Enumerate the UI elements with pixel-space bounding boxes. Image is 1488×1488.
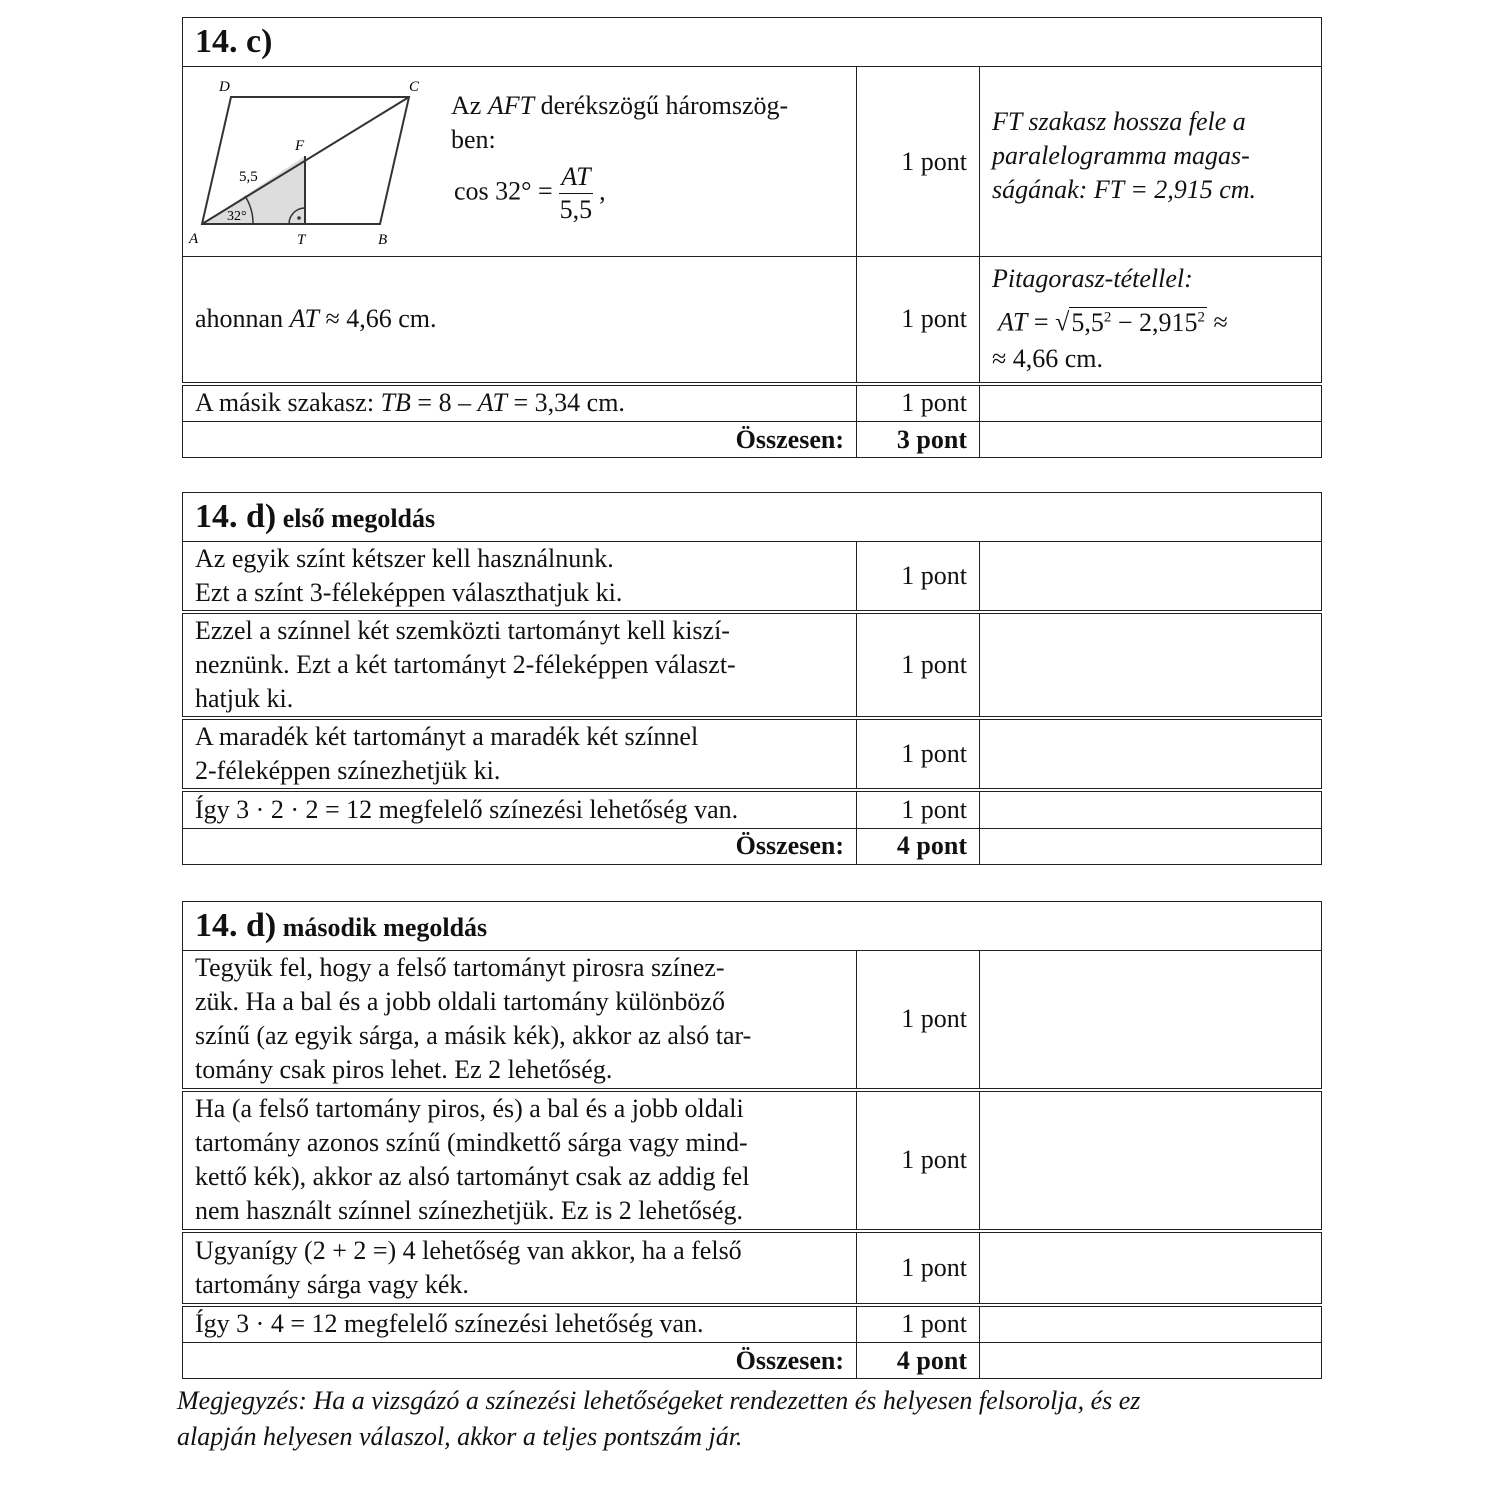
right-angle-dot — [297, 216, 301, 220]
grading-note: Megjegyzés: Ha a vizsgázó a színezési lehetőségeket rendezetten és helyesen felsorolja, és ez alapján helyesen válaszol, akkor a teljes pontszám jár. — [177, 1386, 1141, 1451]
section-subtitle-14d2: második megoldás — [282, 913, 488, 942]
d2-points-1: 1 pont — [857, 951, 980, 1090]
sum-points-14c: 3 pont — [857, 422, 980, 458]
sum-comment-empty — [980, 422, 1322, 458]
comment-pythagoras: Pitagorasz-tétellel: AT = $√5,5^2 - 2,915^2$ ≈ ≈ 4,66 cm. — [980, 257, 1322, 384]
parallelogram-figure — [183, 75, 433, 255]
table-14d-second — [182, 901, 1322, 1379]
sum-points-14d2: 4 pont — [857, 1343, 980, 1379]
d2-row-3: Ugyanígy (2 + 2 =) 4 lehetőség van akkor, ha a felső tartomány sárga vagy kék. — [183, 1231, 857, 1305]
d1-points-4: 1 pont — [857, 790, 980, 828]
label-b: B — [378, 232, 388, 248]
d2-points-3: 1 pont — [857, 1231, 980, 1305]
sum-label-14d2: Összesen: — [183, 1343, 857, 1379]
section-title-14d1: 14. d) — [195, 498, 277, 535]
section-title-14c: 14. c) — [195, 23, 273, 60]
row-at-result: ahonnan AT ≈ 4,66 cm. — [183, 257, 857, 384]
comment-empty — [980, 384, 1322, 422]
comment-ft: FT szakasz hossza fele a paralelogramma magas- ságának: FT = 2,915 cm. — [980, 67, 1322, 257]
d2-row-4: Így 3 · 4 = 12 megfelelő színezési lehetőség van. — [183, 1305, 857, 1343]
label-a: A — [189, 231, 199, 247]
d1-row-2: Ezzel a színnel két szemközti tartományt kell kiszí- neznünk. Ezt a két tartományt 2-féleképpen választ- hatjuk ki. — [183, 612, 857, 718]
label-t: T — [297, 232, 306, 248]
sum-label-14d1: Összesen: — [183, 828, 857, 864]
d2-comment-3 — [980, 1231, 1322, 1305]
d1-comment-3 — [980, 718, 1322, 790]
table-14d-first — [182, 492, 1322, 865]
d1-row-3: A maradék két tartományt a maradék két színnel 2-féleképpen színezhetjük ki. — [183, 718, 857, 790]
label-f: F — [295, 138, 305, 154]
label-angle: 32° — [227, 209, 247, 224]
d1-points-1: 1 pont — [857, 542, 980, 613]
section-subtitle-14d1: első megoldás — [282, 504, 436, 533]
d2-row-2: Ha (a felső tartomány piros, és) a bal és a jobb oldali tartomány azonos színű (mindkettő sárga vagy mind- kettő kék), akkor az alsó tartományt csak az addig fel nem használt színnel színezhetjük. Ez is 2 lehetőség. — [183, 1090, 857, 1231]
points-at-result: 1 pont — [857, 257, 980, 384]
d1-row-4: Így 3 · 2 · 2 = 12 megfelelő színezési lehetőség van. — [183, 790, 857, 828]
d2-points-4: 1 pont — [857, 1305, 980, 1343]
section-title-14d2: 14. d) — [195, 907, 277, 944]
label-d: D — [219, 79, 230, 95]
d1-comment-2 — [980, 612, 1322, 718]
points-tb: 1 pont — [857, 384, 980, 422]
row-tb: A másik szakasz: TB = 8 – AT = 3,34 cm. — [183, 384, 857, 422]
label-c: C — [409, 79, 420, 95]
d1-comment-1 — [980, 542, 1322, 613]
sum-comment-14d2 — [980, 1343, 1322, 1379]
d2-comment-1 — [980, 951, 1322, 1090]
d2-comment-4 — [980, 1305, 1322, 1343]
d2-points-2: 1 pont — [857, 1090, 980, 1231]
sum-label-14c: Összesen: — [183, 422, 857, 458]
d1-points-2: 1 pont — [857, 612, 980, 718]
cosine-formula: cos 32° = $\frac{AT}{5,5}$ , — [454, 162, 606, 224]
d1-comment-4 — [980, 790, 1322, 828]
d2-row-1: Tegyük fel, hogy a felső tartományt pirosra színez- zük. Ha a bal és a jobb oldali tartomány különböző színű (az egyik sárga, a másik kék), akkor az alsó tar- tomány csak piros lehet. Ez 2 lehetőség. — [183, 951, 857, 1090]
cosine-intro-line1: Az AFT derékszögű háromszög- — [451, 91, 789, 120]
label-side: 5,5 — [239, 169, 258, 185]
row-cosine — [183, 67, 857, 257]
table-14c — [182, 17, 1322, 458]
d1-points-3: 1 pont — [857, 718, 980, 790]
sum-comment-14d1 — [980, 828, 1322, 864]
d1-row-1: Az egyik színt kétszer kell használnunk. Ezt a színt 3-féleképpen választhatjuk ki. — [183, 542, 857, 613]
sum-points-14d1: 4 pont — [857, 828, 980, 864]
cosine-intro-line2: ben: — [451, 125, 496, 154]
points-cosine: 1 pont — [857, 67, 980, 257]
d2-comment-2 — [980, 1090, 1322, 1231]
